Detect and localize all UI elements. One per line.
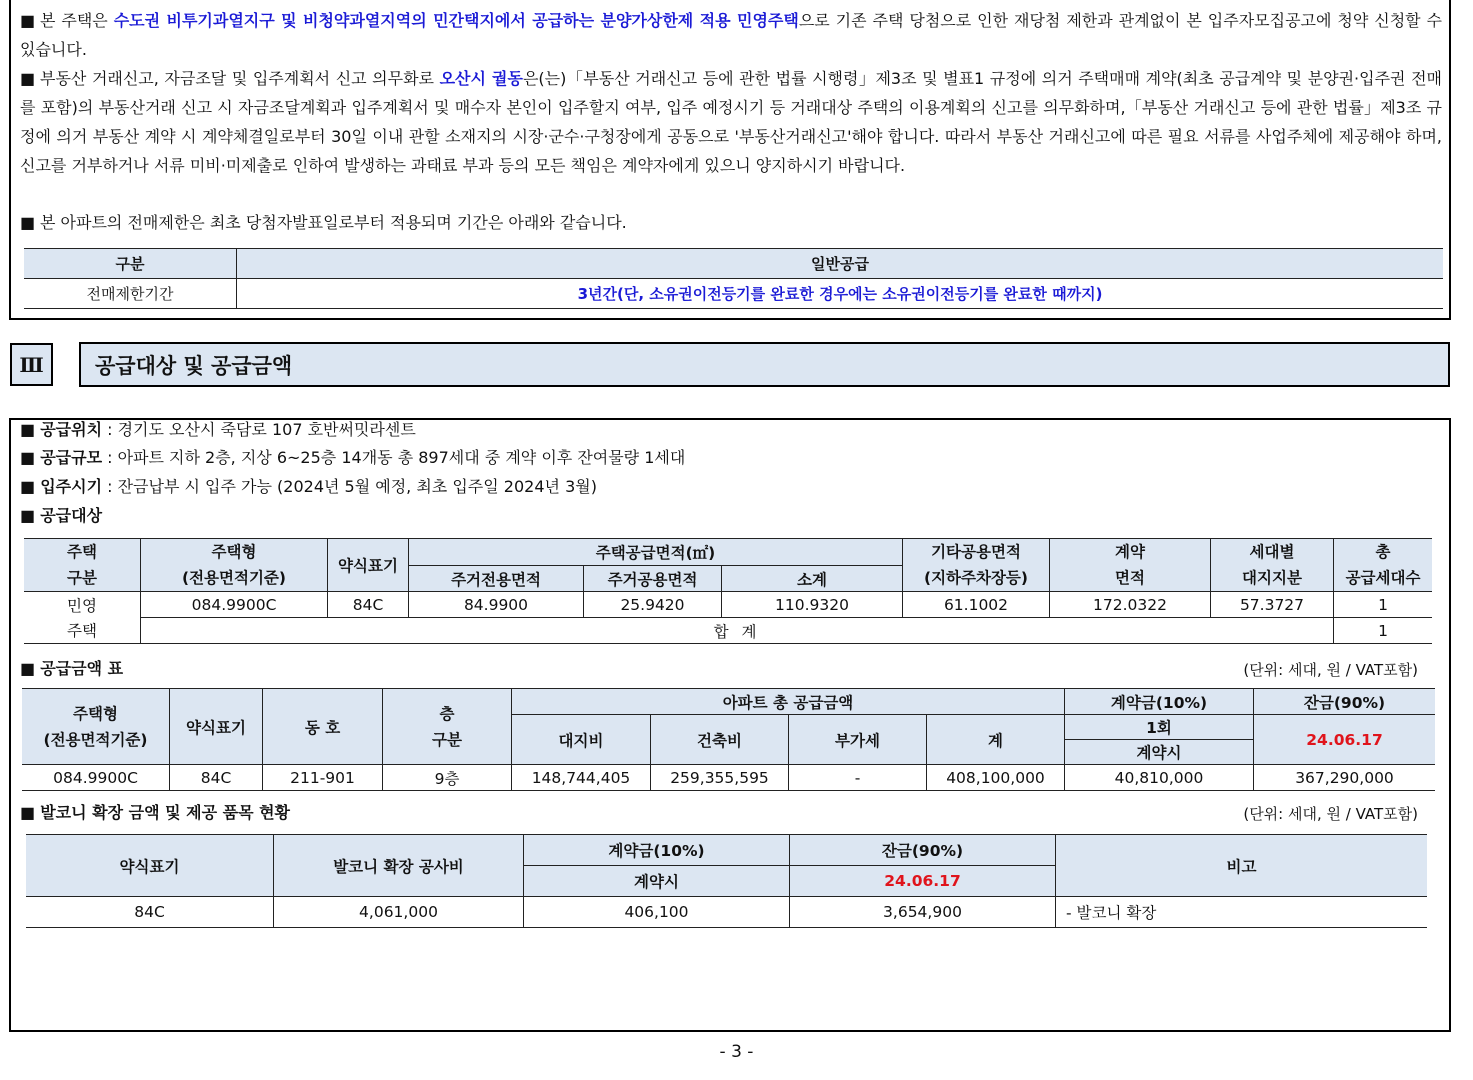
cell-abbreviation: 84C [328, 592, 409, 618]
price-table [22, 688, 1435, 791]
header-house-kind: 주택 구분 [24, 539, 141, 592]
square-bullet-icon: ■ [20, 659, 41, 678]
balcony-table [26, 834, 1427, 928]
square-bullet-icon: ■ [20, 213, 36, 232]
resale-row-label: 전매제한기간 [24, 279, 237, 309]
move-in-period: ■ 입주시기 : 잔금납부 시 입주 가능 (2024년 5월 예정, 최초 입주일 2024년 3월) [20, 477, 597, 496]
header-total-units: 총 공급세대수 [1334, 539, 1433, 592]
cell-unit-number: 211-901 [263, 765, 383, 791]
cell-abbreviation: 84C [26, 897, 274, 928]
page-number: - 3 - [719, 1042, 754, 1062]
balcony-unit-note: (단위: 세대, 원 / VAT포함) [1243, 805, 1418, 823]
cell-land-share: 57.3727 [1211, 592, 1334, 618]
table-row [24, 592, 1432, 618]
cell-other-common-area: 61.1002 [903, 592, 1050, 618]
header-abbreviation: 약식표기 [170, 689, 263, 765]
balcony-table-label: ■ 발코니 확장 금액 및 제공 품목 현황 [20, 803, 291, 822]
header-vat: 부가세 [789, 715, 927, 765]
balance-date: 24.06.17 [1254, 715, 1436, 765]
header-deposit: 계약금(10%) [524, 835, 790, 866]
section-number: Ⅲ [10, 343, 53, 386]
supply-target-table [24, 538, 1432, 644]
cell-total-value: 1 [1334, 618, 1433, 644]
notice-paragraph-2: ■ 부동산 거래신고, 자금조달 및 입주계획서 신고 의무화로 오산시 궐동은(는)「부동산 거래신고 등에 관한 법률 시행령」제3조 및 별표1 규정에 의거 주택매매 계약(최초 공급계약 및 분양권·입주권 전매를 포함)의 부동산거래 신고 시 자금조달계획과 입주계획서 및 매수자 본인이 입주할지 여부, 입주 예정시기 등 거래대상 주택의 이용계획의 신고를 의무화하며,「부동산 거래신고 등에 관한 법률」제3조 규정에 의거 부동산 계약 시 계약체결일로부터 30일 이내 관할 소재지의 시장·군수·구청장에게 공동으로 '부동산거래신고'해야 합니다. 따라서 부동산 거래신고에 따른 필요 서류를 사업주체에 제공해야 하며, 신고를 거부하거나 서류 미비·미제출로 인하여 발생하는 과태료 부과 등의 모든 책임은 계약자에게 있으니 양지하시기 바랍니다. [20, 64, 1442, 180]
resale-restriction-table [24, 248, 1443, 309]
header-other-common-area: 기타공용면적 (지하주차장등) [903, 539, 1050, 592]
table-row [24, 618, 1432, 644]
header-land-share: 세대별 대지지분 [1211, 539, 1334, 592]
header-balance: 잔금(90%) [790, 835, 1056, 866]
header-abbreviation: 약식표기 [328, 539, 409, 592]
section-title: 공급대상 및 공급금액 [79, 342, 1450, 387]
resale-row-value: 3년간(단, 소유권이전등기를 완료한 경우에는 소유권이전등기를 완료한 때까지) [237, 279, 1444, 309]
header-common-area: 주거공용면적 [584, 566, 722, 592]
supply-scale: ■ 공급규모 : 아파트 지하 2층, 지상 6~25층 14개동 총 897세대 중 계약 이후 잔여물량 1세대 [20, 448, 686, 467]
header-contract-area: 계약 면적 [1050, 539, 1211, 592]
header-house-type: 주택형 (전용면적기준) [22, 689, 170, 765]
square-bullet-icon: ■ [20, 420, 41, 439]
square-bullet-icon: ■ [20, 11, 36, 30]
header-subtotal: 소계 [722, 566, 903, 592]
cell-balance: 3,654,900 [790, 897, 1056, 928]
cell-balcony-cost: 4,061,000 [274, 897, 524, 928]
header-note: 비고 [1056, 835, 1428, 897]
resale-header-general: 일반공급 [237, 249, 1444, 279]
notice-paragraph-1: ■ 본 주택은 수도권 비투기과열지구 및 비청약과열지역의 민간택지에서 공급하는 분양가상한제 적용 민영주택으로 기존 주택 당첨으로 인한 재당첨 제한과 관계없이 본 입주자모집공고에 청약 신청할 수 있습니다. [20, 6, 1442, 64]
resale-header-category: 구분 [24, 249, 237, 279]
cell-kind-bottom: 주택 [24, 618, 141, 644]
header-exclusive-area: 주거전용면적 [409, 566, 584, 592]
square-bullet-icon: ■ [20, 69, 36, 88]
cell-building: 259,355,595 [651, 765, 789, 791]
cell-deposit: 40,810,000 [1065, 765, 1254, 791]
square-bullet-icon: ■ [20, 803, 41, 822]
header-total-price: 아파트 총 공급금액 [512, 689, 1065, 715]
price-unit-note: (단위: 세대, 원 / VAT포함) [1243, 661, 1418, 679]
header-deposit: 계약금(10%) [1065, 689, 1254, 715]
cell-deposit: 406,100 [524, 897, 790, 928]
square-bullet-icon: ■ [20, 477, 41, 496]
cell-sum: 408,100,000 [927, 765, 1065, 791]
table-row [22, 765, 1435, 791]
header-balcony-cost: 발코니 확장 공사비 [274, 835, 524, 897]
header-land: 대지비 [512, 715, 651, 765]
cell-common-area: 25.9420 [584, 592, 722, 618]
header-first-installment: 1회 [1065, 715, 1254, 740]
cell-kind-top: 민영 [24, 592, 141, 618]
square-bullet-icon: ■ [20, 506, 41, 525]
header-building: 건축비 [651, 715, 789, 765]
supply-location: ■ 공급위치 : 경기도 오산시 죽담로 107 호반써밋라센트 [20, 420, 416, 439]
header-house-type: 주택형 (전용면적기준) [141, 539, 328, 592]
cell-subtotal: 110.9320 [722, 592, 903, 618]
table-row [26, 897, 1427, 928]
price-table-label: ■ 공급금액 표 [20, 659, 124, 678]
cell-floor: 9층 [383, 765, 512, 791]
cell-total-units: 1 [1334, 592, 1433, 618]
header-floor: 층 구분 [383, 689, 512, 765]
cell-house-type: 084.9900C [22, 765, 170, 791]
cell-note: - 발코니 확장 [1056, 897, 1428, 928]
cell-abbreviation: 84C [170, 765, 263, 791]
header-balance: 잔금(90%) [1254, 689, 1436, 715]
header-contract-time: 계약시 [524, 866, 790, 897]
header-unit-number: 동 호 [263, 689, 383, 765]
header-contract-time: 계약시 [1065, 740, 1254, 765]
cell-total-label: 합 계 [141, 618, 1334, 644]
square-bullet-icon: ■ [20, 448, 41, 467]
cell-contract-area: 172.0322 [1050, 592, 1211, 618]
cell-land: 148,744,405 [512, 765, 651, 791]
cell-house-type: 084.9900C [141, 592, 328, 618]
supply-target-label: ■ 공급대상 [20, 506, 103, 525]
balance-date: 24.06.17 [790, 866, 1056, 897]
header-abbreviation: 약식표기 [26, 835, 274, 897]
notice-paragraph-3: ■ 본 아파트의 전매제한은 최초 당첨자발표일로부터 적용되며 기간은 아래와 같습니다. [20, 208, 1442, 237]
header-supply-area: 주택공급면적(㎡) [409, 539, 903, 566]
header-sum: 계 [927, 715, 1065, 765]
cell-vat: - [789, 765, 927, 791]
cell-balance: 367,290,000 [1254, 765, 1436, 791]
cell-exclusive-area: 84.9900 [409, 592, 584, 618]
